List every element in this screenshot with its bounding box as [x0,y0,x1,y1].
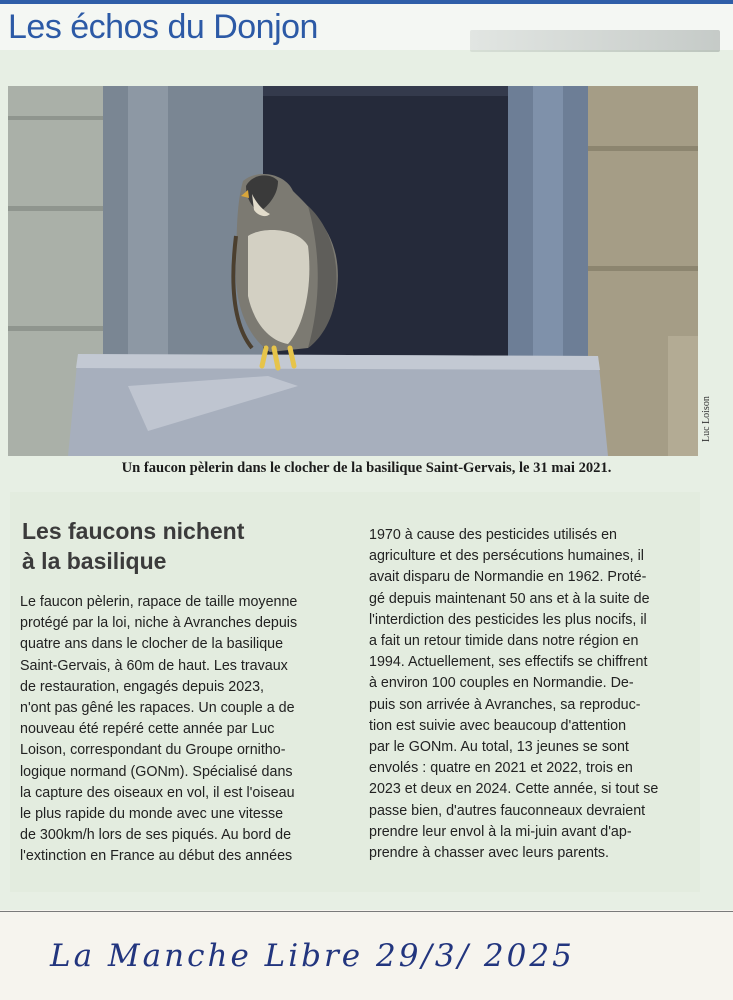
falcon-photo [8,86,698,456]
article-column-2 [369,525,689,864]
text-line: de 300km/h lors de ses piqués. Au bord de [20,827,292,844]
text-line: Le faucon pèlerin, rapace de taille moyenne [20,594,298,610]
text-line: de restauration, engagés depuis 2023, [20,678,265,695]
falcon-photo-image [8,86,698,456]
text-line: logique normand (GONm). Spécialisé dans [20,763,293,780]
bleed-through-print [470,30,720,52]
text-line: prendre leur envol à la mi-juin avant d'ap- [369,823,632,840]
text-line: à environ 100 couples en Normandie. De- [369,675,634,692]
article-column-1 [20,592,338,868]
text-line: gé depuis maintenant 50 ans et à la suite de [369,590,650,607]
text-line: protégé par la loi, niche à Avranches depuis [20,615,298,632]
handwritten-source-note: La Manche Libre 29/3/ 2025 [50,938,575,974]
article-headline: Les faucons nichent à la basilique [22,518,245,574]
text-line: quatre ans dans le clocher de la basilique [20,636,284,653]
text-line: la capture des oiseaux en vol, il est l'oiseau [20,784,295,801]
text-line: par le GONm. Au total, 13 jeunes se sont [369,739,629,756]
text-line: 1970 à cause des pesticides utilisés en [369,527,617,543]
text-line: Saint-Gervais, à 60m de haut. Les travaux [20,657,288,674]
article-box [10,492,700,892]
photo-credit: Luc Loison [701,396,712,442]
text-line: 1994. Actuellement, ses effectifs se chiffrent [369,654,648,671]
text-line: l'extinction en France au début des années [20,848,293,865]
section-header [0,0,733,50]
text-line: Loison, correspondant du Groupe ornitho- [20,742,286,759]
photo-caption: Un faucon pèlerin dans le clocher de la basilique Saint-Gervais, le 31 mai 2021. [121,460,612,476]
text-line: avait disparu de Normandie en 1962. Proté- [369,569,647,586]
header-rule [0,0,733,4]
text-line: le plus rapide du monde avec une vitesse [20,806,284,823]
text-line: l'interdiction des pesticides les plus nocifs, il [369,611,647,628]
text-line: n'ont pas gêné les rapaces. Un couple a de [20,700,295,717]
text-line: nouveau été repéré cette année par Luc [20,721,275,738]
text-line: passe bien, d'autres fauconneaux devraient [369,802,646,819]
text-line: agriculture et des persécutions humaines, il [369,548,644,565]
clipping-cut-line [0,911,733,912]
text-line: 2023 et deux en 2024. Cette année, si tout se [369,781,659,798]
text-line: puis son arrivée à Avranches, sa reproduc- [369,696,641,713]
section-title: Les échos du Donjon [8,8,318,46]
text-line: envolés : quatre en 2021 et 2022, trois en [369,760,633,777]
text-line: prendre à chasser avec leurs parents. [369,845,609,862]
text-line: tion est suivie avec beaucoup d'attention [369,717,627,734]
text-line: a fait un retour timide dans notre région en [369,633,639,650]
